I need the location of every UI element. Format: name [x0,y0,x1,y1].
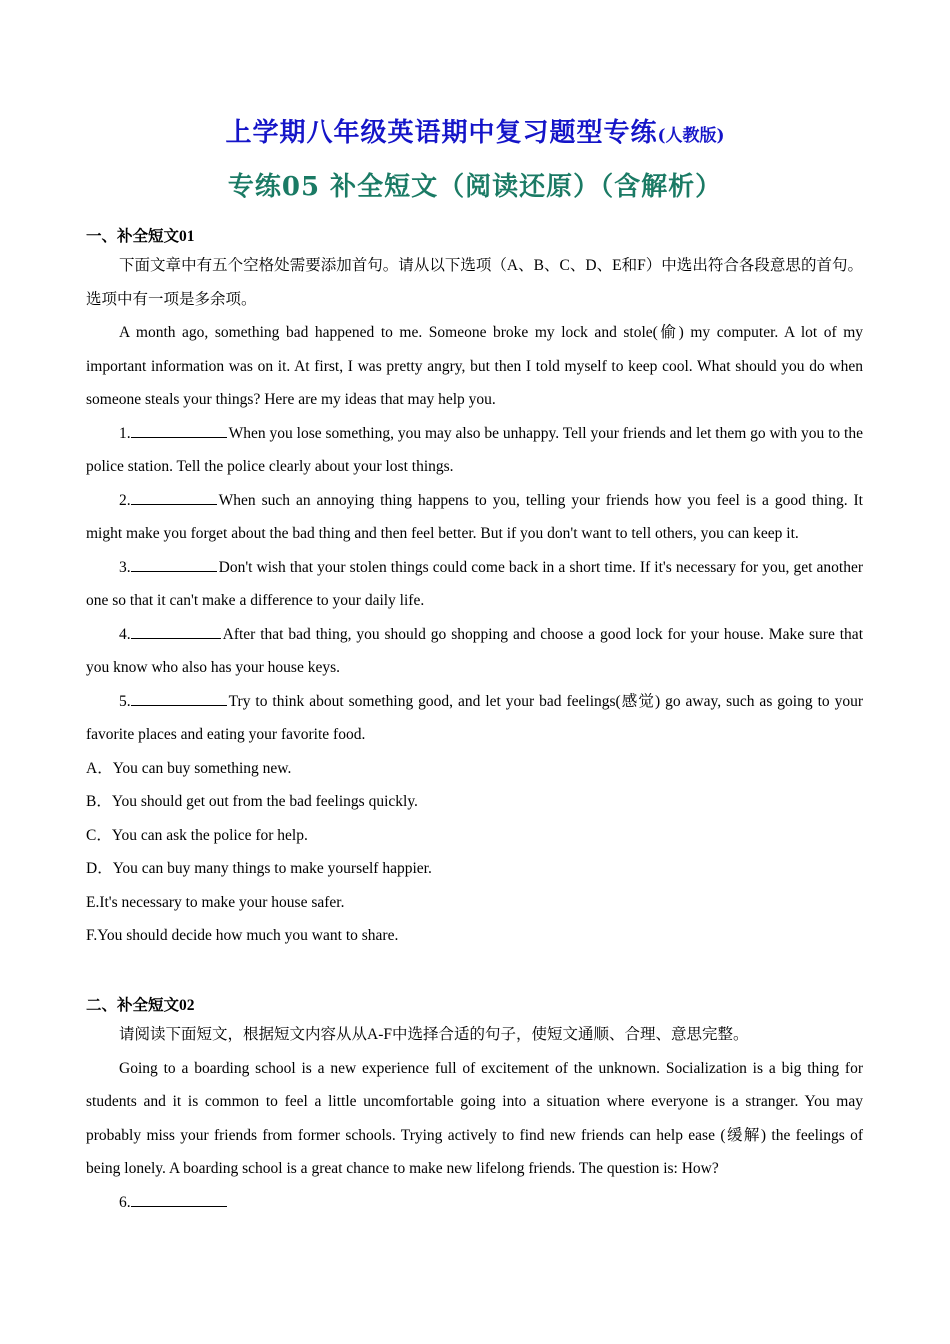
question-number: 2. [119,491,131,509]
section-1 [86,225,863,953]
question-number: 3. [119,558,131,576]
option-c: C．You can ask the police for help. [86,826,308,844]
option-d: D．You can buy many things to make yourself happier. [86,860,432,877]
question-paragraph-5 [86,685,863,752]
title-edition: (人教版) [657,126,725,146]
option-e: E.It's necessary to make your house safer. [86,893,345,911]
paragraph-text: After that bad thing, you should go shopping and choose a good lock for your house. Make sure that you know who also has your house keys. [86,625,863,676]
answer-blank[interactable] [131,620,221,639]
question-number: 4. [119,625,131,643]
question-paragraph-2 [86,484,863,551]
question-paragraph-4 [86,618,863,685]
document-title [0,113,950,156]
paragraph-text: Try to think about something good, and let your bad feelings(感觉) go away, such as going to your favorite places and eating your favorite food. [86,692,863,743]
answer-blank[interactable] [131,419,227,438]
paragraph-text: When you lose something, you may also be unhappy. Tell your friends and let them go with you to the police station. Tell the police clearly about your lost things. [86,424,863,475]
section-1-heading: 一、补全短文01 [86,228,195,245]
title-block [0,113,950,207]
question-paragraph-6 [86,1186,863,1220]
answer-blank[interactable] [131,486,217,505]
document-subtitle: 专练05 补全短文（阅读还原）（含解析） [227,172,723,202]
answer-blank[interactable] [131,1188,227,1207]
paragraph-text: When such an annoying thing happens to you, telling your friends how you feel is a good thing. It might make you forget about the bad thing and then feel better. But if you don't want to tell others, you can keep it. [86,491,863,542]
question-paragraph-3 [86,551,863,618]
question-number: 6. [119,1193,131,1211]
section-2-intro-paragraph: Going to a boarding school is a new experience full of excitement of the unknown. Socialization is a big thing for students and it is common to feel a little uncomfortable going into a situation where everyone is a stranger. You may probably miss your friends from former schools. Trying actively to find new friends can help ease (缓解) the feelings of being lonely. A boarding school is a great chance to make new lifelong friends. The question is: How? [86,1059,863,1177]
answer-blank[interactable] [131,687,227,706]
section-1-instruction: 下面文章中有五个空格处需要添加首句。请从以下选项（A、B、C、D、E和F）中选出符合各段意思的首句。选项中有一项是多余项。 [86,257,863,308]
question-number: 5. [119,692,131,710]
title-main: 上学期八年级英语期中复习题型专练 [225,118,658,148]
question-paragraph-1 [86,417,863,484]
question-number: 1. [119,424,131,442]
section-2-heading: 二、补全短文02 [86,997,195,1014]
section-2 [86,994,863,1219]
section-1-intro-paragraph: A month ago, something bad happened to me. Someone broke my lock and stole(偷) my computer. A lot of my important information was on it. At first, I was pretty angry, but then I told myself to keep cool. What should you do when someone steals your things? Here are my ideas that may help you. [86,324,863,408]
option-b: B．You should get out from the bad feelings quickly. [86,793,418,810]
answer-blank[interactable] [131,553,217,572]
option-f: F.You should decide how much you want to share. [86,927,399,944]
paragraph-text: Don't wish that your stolen things could come back in a short time. If it's necessary for you, get another one so that it can't make a difference to your daily life. [86,558,863,609]
option-a: A．You can buy something new. [86,759,292,777]
section-2-instruction: 请阅读下面短文，根据短文内容从从A-F中选择合适的句子，使短文通顺、合理、意思完整。 [119,1026,749,1043]
